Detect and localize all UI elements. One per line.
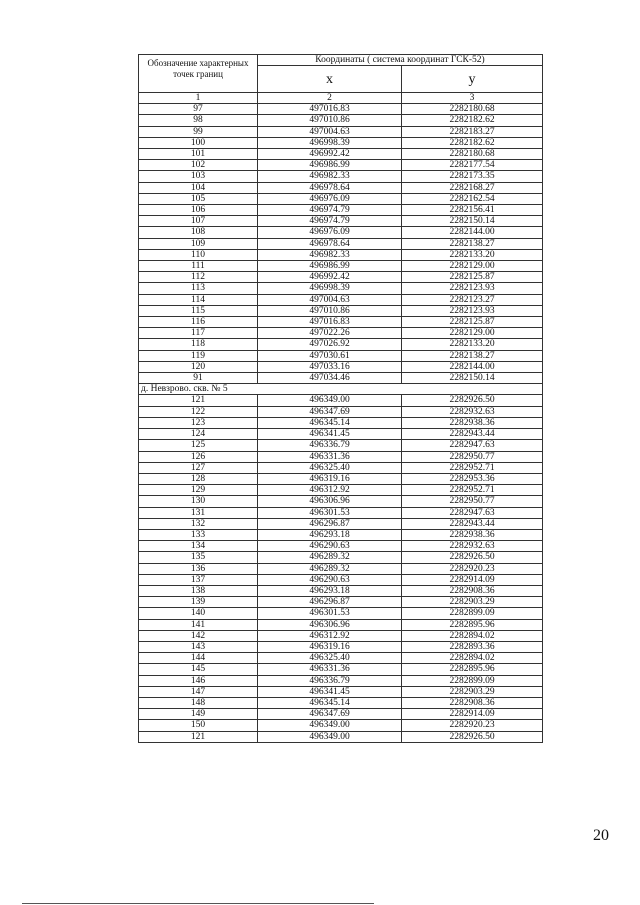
y-coordinate: 2282895.96 xyxy=(402,664,543,675)
x-coordinate: 496992.42 xyxy=(258,149,402,160)
y-coordinate: 2282144.00 xyxy=(402,227,543,238)
y-coordinate: 2282903.29 xyxy=(402,686,543,697)
x-coordinate: 497010.86 xyxy=(258,305,402,316)
x-coordinate: 496349.00 xyxy=(258,395,402,406)
y-coordinate: 2282914.09 xyxy=(402,709,543,720)
point-number: 148 xyxy=(139,697,258,708)
x-coordinate: 497022.26 xyxy=(258,328,402,339)
table-row xyxy=(139,417,543,428)
point-number: 97 xyxy=(139,104,258,115)
x-coordinate: 496331.36 xyxy=(258,451,402,462)
y-coordinate: 2282129.00 xyxy=(402,328,543,339)
point-number: 138 xyxy=(139,585,258,596)
x-coordinate: 496301.53 xyxy=(258,608,402,619)
y-coordinate: 2282894.02 xyxy=(402,630,543,641)
table-row xyxy=(139,115,543,126)
y-coordinate: 2282133.20 xyxy=(402,249,543,260)
y-coordinate: 2282920.23 xyxy=(402,563,543,574)
point-number: 99 xyxy=(139,126,258,137)
y-coordinate: 2282125.87 xyxy=(402,317,543,328)
point-number: 139 xyxy=(139,597,258,608)
x-coordinate: 496312.92 xyxy=(258,630,402,641)
table-row xyxy=(139,249,543,260)
table-row xyxy=(139,182,543,193)
y-coordinate: 2282953.36 xyxy=(402,473,543,484)
x-coordinate: 497016.83 xyxy=(258,104,402,115)
table-row xyxy=(139,619,543,630)
y-coordinate: 2282123.93 xyxy=(402,283,543,294)
point-number: 123 xyxy=(139,417,258,428)
point-number: 117 xyxy=(139,328,258,339)
point-number: 146 xyxy=(139,675,258,686)
point-number: 122 xyxy=(139,406,258,417)
x-coordinate: 496306.96 xyxy=(258,496,402,507)
y-coordinate: 2282952.71 xyxy=(402,462,543,473)
y-coordinate: 2282156.41 xyxy=(402,205,543,216)
x-coordinate: 496974.79 xyxy=(258,205,402,216)
table-row xyxy=(139,529,543,540)
point-number: 98 xyxy=(139,115,258,126)
x-coordinate: 496986.99 xyxy=(258,261,402,272)
table-row xyxy=(139,317,543,328)
y-coordinate: 2282932.63 xyxy=(402,406,543,417)
table-row xyxy=(139,350,543,361)
point-number: 105 xyxy=(139,193,258,204)
table-row xyxy=(139,563,543,574)
table-row xyxy=(139,720,543,731)
section-label: д. Невзрово. скв. № 5 xyxy=(139,384,543,395)
x-coordinate: 496976.09 xyxy=(258,227,402,238)
y-coordinate: 2282180.68 xyxy=(402,149,543,160)
y-coordinate: 2282952.71 xyxy=(402,485,543,496)
table-row xyxy=(139,283,543,294)
point-number: 150 xyxy=(139,720,258,731)
x-coordinate: 496319.16 xyxy=(258,641,402,652)
point-number: 132 xyxy=(139,518,258,529)
point-number: 127 xyxy=(139,462,258,473)
table-row xyxy=(139,305,543,316)
table-row xyxy=(139,272,543,283)
point-number: 110 xyxy=(139,249,258,260)
section-row xyxy=(139,384,543,395)
y-coordinate: 2282144.00 xyxy=(402,361,543,372)
table-row xyxy=(139,473,543,484)
point-number: 107 xyxy=(139,216,258,227)
table-row xyxy=(139,205,543,216)
y-coordinate: 2282123.27 xyxy=(402,294,543,305)
y-coordinate: 2282926.50 xyxy=(402,552,543,563)
point-number: 140 xyxy=(139,608,258,619)
x-coordinate: 496978.64 xyxy=(258,182,402,193)
y-coordinate: 2282173.35 xyxy=(402,171,543,182)
point-number: 125 xyxy=(139,440,258,451)
x-coordinate: 497034.46 xyxy=(258,373,402,384)
point-number: 133 xyxy=(139,529,258,540)
table-row xyxy=(139,462,543,473)
table-row xyxy=(139,518,543,529)
table-row xyxy=(139,227,543,238)
x-coordinate: 496347.69 xyxy=(258,406,402,417)
point-number: 136 xyxy=(139,563,258,574)
x-coordinate: 497026.92 xyxy=(258,339,402,350)
x-coordinate: 496289.32 xyxy=(258,552,402,563)
y-coordinate: 2282899.09 xyxy=(402,608,543,619)
y-coordinate: 2282950.77 xyxy=(402,451,543,462)
table-row xyxy=(139,541,543,552)
x-coordinate: 496341.45 xyxy=(258,429,402,440)
table-row xyxy=(139,137,543,148)
x-coordinate: 496992.42 xyxy=(258,272,402,283)
y-coordinate: 2282129.00 xyxy=(402,261,543,272)
point-number: 104 xyxy=(139,182,258,193)
y-coordinate: 2282180.68 xyxy=(402,104,543,115)
x-coordinate: 496345.14 xyxy=(258,697,402,708)
x-coordinate: 496319.16 xyxy=(258,473,402,484)
y-coordinate: 2282150.14 xyxy=(402,216,543,227)
table-row xyxy=(139,585,543,596)
column-number-3: 3 xyxy=(402,93,543,104)
y-coordinate: 2282125.87 xyxy=(402,272,543,283)
x-coordinate: 496290.63 xyxy=(258,574,402,585)
y-coordinate: 2282162.54 xyxy=(402,193,543,204)
x-coordinate: 496341.45 xyxy=(258,686,402,697)
point-number: 119 xyxy=(139,350,258,361)
table-row xyxy=(139,160,543,171)
x-coordinate: 496998.39 xyxy=(258,283,402,294)
x-coordinate: 497030.61 xyxy=(258,350,402,361)
point-number: 91 xyxy=(139,373,258,384)
table-row xyxy=(139,608,543,619)
table-row xyxy=(139,697,543,708)
point-number: 129 xyxy=(139,485,258,496)
y-coordinate: 2282138.27 xyxy=(402,350,543,361)
table-row xyxy=(139,664,543,675)
point-number: 121 xyxy=(139,731,258,742)
table-row xyxy=(139,507,543,518)
y-coordinate: 2282920.23 xyxy=(402,720,543,731)
table-row xyxy=(139,686,543,697)
point-number: 115 xyxy=(139,305,258,316)
table-row xyxy=(139,709,543,720)
x-coordinate: 496998.39 xyxy=(258,137,402,148)
table-row xyxy=(139,126,543,137)
point-number: 111 xyxy=(139,261,258,272)
table-row xyxy=(139,496,543,507)
point-number: 121 xyxy=(139,395,258,406)
table-row xyxy=(139,328,543,339)
point-number: 126 xyxy=(139,451,258,462)
y-coordinate: 2282947.63 xyxy=(402,440,543,451)
table-row xyxy=(139,731,543,742)
table-row xyxy=(139,440,543,451)
y-coordinate: 2282123.93 xyxy=(402,305,543,316)
y-coordinate: 2282932.63 xyxy=(402,541,543,552)
point-number: 113 xyxy=(139,283,258,294)
table-row xyxy=(139,395,543,406)
y-coordinate: 2282908.36 xyxy=(402,585,543,596)
x-coordinate: 496336.79 xyxy=(258,675,402,686)
footer-rule xyxy=(22,903,374,904)
point-number: 112 xyxy=(139,272,258,283)
y-coordinate: 2282899.09 xyxy=(402,675,543,686)
y-coordinate: 2282182.62 xyxy=(402,115,543,126)
table-row xyxy=(139,653,543,664)
x-coordinate: 496301.53 xyxy=(258,507,402,518)
x-coordinate: 496293.18 xyxy=(258,585,402,596)
point-number: 101 xyxy=(139,149,258,160)
y-coordinate: 2282168.27 xyxy=(402,182,543,193)
table-row xyxy=(139,574,543,585)
point-number: 137 xyxy=(139,574,258,585)
point-number: 142 xyxy=(139,630,258,641)
y-coordinate: 2282926.50 xyxy=(402,731,543,742)
x-coordinate: 496296.87 xyxy=(258,597,402,608)
point-number: 131 xyxy=(139,507,258,518)
x-coordinate: 496349.00 xyxy=(258,720,402,731)
x-coordinate: 496325.40 xyxy=(258,653,402,664)
x-coordinate: 496293.18 xyxy=(258,529,402,540)
x-coordinate: 496349.00 xyxy=(258,731,402,742)
x-coordinate: 496289.32 xyxy=(258,563,402,574)
y-coordinate: 2282893.36 xyxy=(402,641,543,652)
table-row xyxy=(139,451,543,462)
x-coordinate: 496296.87 xyxy=(258,518,402,529)
col-point-designation-header: Обозначение характерных точек границ xyxy=(139,55,258,93)
point-number: 145 xyxy=(139,664,258,675)
x-coordinate: 496982.33 xyxy=(258,171,402,182)
table-row xyxy=(139,216,543,227)
y-coordinate: 2282182.62 xyxy=(402,137,543,148)
y-coordinate: 2282138.27 xyxy=(402,238,543,249)
point-number: 143 xyxy=(139,641,258,652)
point-number: 128 xyxy=(139,473,258,484)
x-coordinate: 496347.69 xyxy=(258,709,402,720)
point-number: 134 xyxy=(139,541,258,552)
x-coordinate: 496290.63 xyxy=(258,541,402,552)
y-coordinate: 2282908.36 xyxy=(402,697,543,708)
table-row xyxy=(139,294,543,305)
y-coordinate: 2282938.36 xyxy=(402,417,543,428)
y-coordinate: 2282947.63 xyxy=(402,507,543,518)
y-coordinate: 2282903.29 xyxy=(402,597,543,608)
y-coordinate: 2282943.44 xyxy=(402,429,543,440)
table-row xyxy=(139,193,543,204)
page-number: 20 xyxy=(593,827,609,844)
x-coordinate: 496982.33 xyxy=(258,249,402,260)
y-coordinate: 2282133.20 xyxy=(402,339,543,350)
table-row xyxy=(139,361,543,372)
table-row xyxy=(139,485,543,496)
point-number: 116 xyxy=(139,317,258,328)
point-number: 109 xyxy=(139,238,258,249)
point-number: 130 xyxy=(139,496,258,507)
y-coordinate: 2282914.09 xyxy=(402,574,543,585)
x-coordinate: 496345.14 xyxy=(258,417,402,428)
table-row xyxy=(139,597,543,608)
x-coordinate: 496976.09 xyxy=(258,193,402,204)
table-row xyxy=(139,373,543,384)
x-coordinate: 497004.63 xyxy=(258,294,402,305)
x-axis-header: х xyxy=(258,66,402,93)
table-row xyxy=(139,630,543,641)
point-number: 135 xyxy=(139,552,258,563)
y-coordinate: 2282150.14 xyxy=(402,373,543,384)
column-number-1: 1 xyxy=(139,93,258,104)
y-coordinate: 2282894.02 xyxy=(402,653,543,664)
point-number: 124 xyxy=(139,429,258,440)
point-number: 120 xyxy=(139,361,258,372)
point-number: 100 xyxy=(139,137,258,148)
point-number: 141 xyxy=(139,619,258,630)
table-row xyxy=(139,238,543,249)
y-coordinate: 2282895.96 xyxy=(402,619,543,630)
table-row xyxy=(139,552,543,563)
x-coordinate: 496306.96 xyxy=(258,619,402,630)
y-coordinate: 2282950.77 xyxy=(402,496,543,507)
point-number: 114 xyxy=(139,294,258,305)
coordinates-system-header: Координаты ( система координат ГСК-52) xyxy=(258,55,543,66)
table-row xyxy=(139,149,543,160)
column-number-2: 2 xyxy=(258,93,402,104)
x-coordinate: 497004.63 xyxy=(258,126,402,137)
x-coordinate: 497033.16 xyxy=(258,361,402,372)
x-coordinate: 496974.79 xyxy=(258,216,402,227)
column-number-row xyxy=(139,93,543,104)
x-coordinate: 496331.36 xyxy=(258,664,402,675)
y-coordinate: 2282938.36 xyxy=(402,529,543,540)
y-coordinate: 2282926.50 xyxy=(402,395,543,406)
coordinates-table xyxy=(138,54,543,743)
table-row xyxy=(139,104,543,115)
point-number: 106 xyxy=(139,205,258,216)
point-number: 144 xyxy=(139,653,258,664)
y-coordinate: 2282177.54 xyxy=(402,160,543,171)
point-number: 149 xyxy=(139,709,258,720)
x-coordinate: 497016.83 xyxy=(258,317,402,328)
x-coordinate: 496986.99 xyxy=(258,160,402,171)
x-coordinate: 496978.64 xyxy=(258,238,402,249)
point-number: 147 xyxy=(139,686,258,697)
point-number: 108 xyxy=(139,227,258,238)
table-row xyxy=(139,641,543,652)
table-row xyxy=(139,171,543,182)
point-number: 118 xyxy=(139,339,258,350)
table-row xyxy=(139,339,543,350)
point-number: 103 xyxy=(139,171,258,182)
x-coordinate: 496325.40 xyxy=(258,462,402,473)
y-coordinate: 2282183.27 xyxy=(402,126,543,137)
table-row xyxy=(139,261,543,272)
y-coordinate: 2282943.44 xyxy=(402,518,543,529)
table-row xyxy=(139,675,543,686)
x-coordinate: 496312.92 xyxy=(258,485,402,496)
x-coordinate: 497010.86 xyxy=(258,115,402,126)
table-row xyxy=(139,429,543,440)
table-row xyxy=(139,406,543,417)
point-number: 102 xyxy=(139,160,258,171)
header-row xyxy=(139,55,543,66)
y-axis-header: у xyxy=(402,66,543,93)
x-coordinate: 496336.79 xyxy=(258,440,402,451)
